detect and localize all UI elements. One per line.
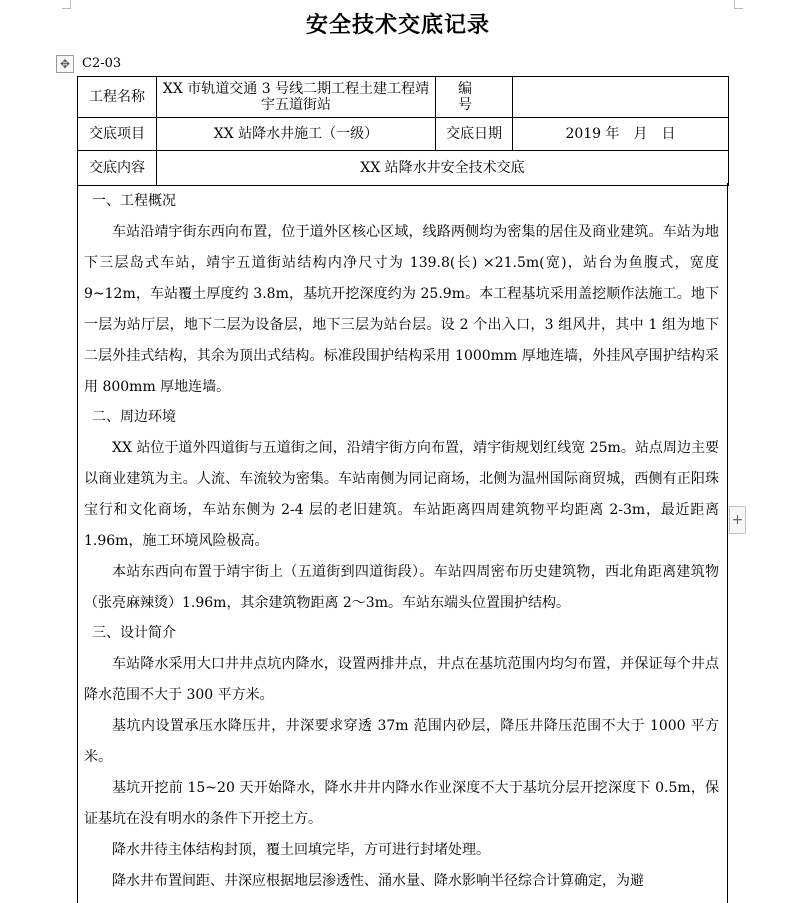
table-row: [78, 77, 729, 118]
design-paragraph-3: 基坑开挖前 15~20 天开始降水，降水井井内降水作业深度不大于基坑分层开挖深度下 0.5m，保证基坑在没有明水的条件下开挖土方。: [84, 780, 719, 827]
design-paragraph-4: 降水井待主体结构封顶，覆土回填完毕，方可进行封堵处理。: [112, 842, 490, 858]
design-paragraph-2: 基坑内设置承压水降压井，井深要求穿透 37m 范围内砂层，降压井降压范围不大于 1000 平方米。: [84, 718, 719, 765]
content-value[interactable]: XX 站降水井安全技术交底: [157, 151, 729, 186]
date-label: 交底日期: [436, 118, 513, 151]
item-value[interactable]: XX 站降水井施工（一级）: [157, 118, 436, 151]
date-value[interactable]: 2019 年 月 日: [513, 118, 729, 151]
table-row: [78, 118, 729, 151]
content-label: 交底内容: [78, 151, 157, 186]
item-label: 交底项目: [78, 118, 157, 151]
project-name-label: 工程名称: [78, 77, 157, 118]
document-title: 安全技术交底记录: [305, 12, 490, 38]
section-heading-environment: 二、周边环境: [92, 409, 176, 425]
content-body[interactable]: [77, 183, 728, 903]
table-row: [78, 151, 729, 186]
number-label: 编 号: [436, 77, 513, 118]
section-heading-design: 三、设计简介: [92, 625, 176, 641]
add-row-plus-icon[interactable]: +: [729, 506, 746, 534]
header-table: [77, 76, 729, 186]
section-heading-overview: 一、工程概况: [92, 193, 176, 209]
design-paragraph-1: 车站降水采用大口井井点坑内降水，设置两排井点，井点在基坑范围内均匀布置，并保证每个井点降水范围不大于 300 平方米。: [84, 656, 719, 703]
design-paragraph-5: 降水井布置间距、井深应根据地层渗透性、涌水量、降水影响半径综合计算确定，为避: [112, 873, 644, 889]
form-code: C2-03: [82, 56, 122, 71]
table-move-handle-icon[interactable]: ✥: [56, 55, 74, 73]
overview-paragraph: 车站沿靖宇街东西向布置，位于道外区核心区域，线路两侧均为密集的居住及商业建筑。车站为地下三层岛式车站，靖宇五道街站结构内净尺寸为 139.8(长) ×21.5m(宽)，站台为鱼腹式，宽度 9~12m，车站覆土厚度约 3.8m，基坑开挖深度约为 25.9m。本工程基坑采用盖挖顺作法施工。地下一层为站厅层，地下二层为设备层，地下三层为站台层。设 2 个出入口，3 组风井，其中 1 组为地下二层外挂式结构，其余为顶出式结构。标准段围护结构采用 1000mm 厚地连墙，外挂风亭围护结构采用 800mm 厚地连墙。: [84, 224, 719, 395]
number-value[interactable]: [513, 77, 729, 118]
project-name-value[interactable]: XX 市轨道交通 3 号线二期工程土建工程靖宇五道街站: [157, 77, 436, 118]
environment-paragraph-2: 本站东西向布置于靖宇街上（五道街到四道街段）。车站四周密布历史建筑物，西北角距离建筑物（张亮麻辣烫）1.96m，其余建筑物距离 2～3m。车站东端头位置围护结构。: [84, 564, 719, 611]
environment-paragraph-1: XX 站位于道外四道街与五道街之间，沿靖宇街方向布置，靖宇街规划红线宽 25m。站点周边主要以商业建筑为主。人流、车流较为密集。车站南侧为同记商场，北侧为温州国际商贸城，西侧有正阳珠宝行和文化商场，车站东侧为 2-4 层的老旧建筑。车站距离四周建筑物平均距离 2-3m，最近距离 1.96m，施工环境风险极高。: [84, 440, 719, 549]
